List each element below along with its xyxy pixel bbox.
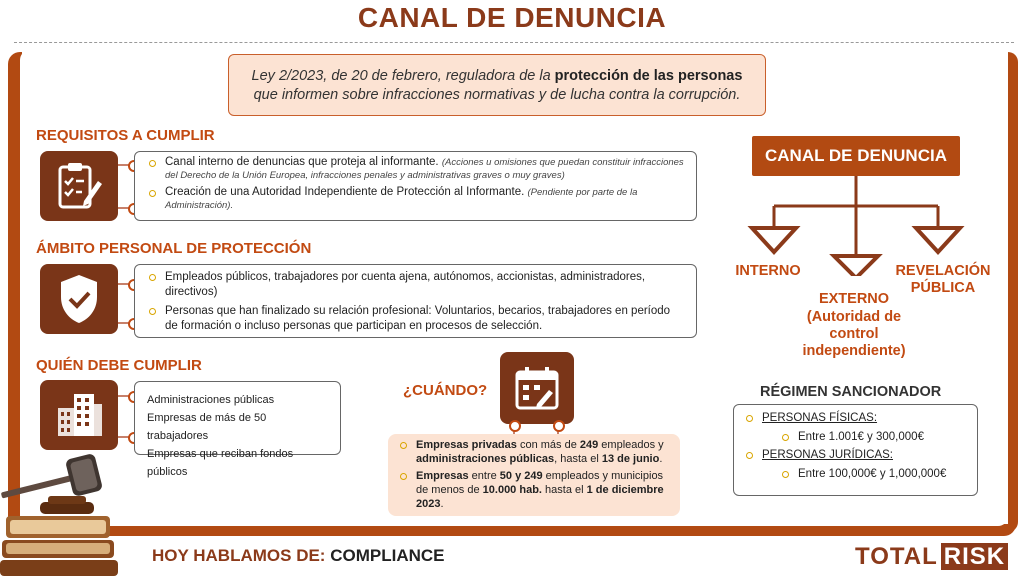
regimen-title: RÉGIMEN SANCIONADOR	[760, 384, 942, 400]
shield-icon	[40, 264, 118, 334]
canal-interno: INTERNO	[735, 263, 801, 279]
quien-box	[134, 381, 341, 478]
canal-externo-sub: (Autoridad de control independiente)	[802, 309, 906, 359]
footer-caption	[152, 546, 445, 566]
regimen-juridicas: PERSONAS JURÍDICAS:	[742, 448, 969, 464]
law-banner	[228, 54, 766, 116]
frame-right-bar	[1008, 52, 1018, 532]
requisito-text: Canal interno de denuncias que proteja al informante.	[165, 156, 439, 168]
gavel-books-icon	[0, 452, 125, 576]
regimen-box	[733, 404, 978, 496]
regimen-juridicas-range: Entre 100,000€ y 1,000,000€	[778, 467, 969, 483]
totalrisk-logo	[855, 543, 1008, 571]
connector-dot	[553, 420, 565, 432]
quien-title: QUIÉN DEBE CUMPLIR	[36, 357, 202, 374]
logo-total: TOTAL	[855, 543, 938, 570]
requisito-note: (Acciones u omisiones que puedan constituir infracciones del Derecho de la Unión Europea, infracciones penales y administrativas graves o muy graves)	[165, 157, 684, 181]
list-item: Empresas entre 50 y 249 empleados y municipios de menos de 10.000 hab. hasta el 1 de diciembre 2023.	[396, 469, 670, 511]
requisito-note: (Pendiente por parte de la Administración).	[165, 187, 638, 211]
canal-box: CANAL DE DENUNCIA	[752, 136, 960, 176]
law-bold: protección de las personas	[554, 68, 743, 84]
calendar-icon	[500, 352, 574, 424]
list-item: Empresas privadas con más de 249 empleados y administraciones públicas, hasta el 13 de junio.	[396, 438, 670, 466]
list-item	[145, 186, 686, 212]
connector-dot	[509, 420, 521, 432]
frame-dashed-top	[14, 42, 1014, 43]
list-item: Empresas de más de 50 trabajadores	[147, 412, 267, 442]
requisitos-title: REQUISITOS A CUMPLIR	[36, 127, 215, 144]
cuando-title: ¿CUÁNDO?	[403, 382, 488, 399]
tree-connectors	[730, 176, 1010, 276]
cuando-box	[388, 434, 680, 516]
list-item: Personas que han finalizado su relación profesional: Voluntarios, becarios, trabajadores en período de formación o incluso personas que participan en procesos de selección.	[145, 304, 686, 334]
law-suffix: que informen sobre infracciones normativas y de lucha contra la corrupción.	[253, 87, 741, 103]
page-title: CANAL DE DENUNCIA	[357, 2, 667, 33]
regimen-fisicas: PERSONAS FÍSICAS:	[742, 411, 969, 427]
list-item: Empresas que reciban fondos públicos	[147, 448, 294, 478]
canal-revelacion: REVELACIÓN PÚBLICA	[895, 263, 991, 296]
canal-externo: EXTERNO	[818, 291, 890, 307]
law-prefix: Ley 2/2023, de 20 de febrero, reguladora de la	[251, 68, 555, 84]
building-icon	[40, 380, 118, 450]
ambito-box	[134, 264, 697, 338]
footer-label: HOY HABLAMOS DE:	[152, 546, 326, 565]
footer-topic: COMPLIANCE	[330, 546, 445, 565]
list-item: Empleados públicos, trabajadores por cuenta ajena, autónomos, accionistas, administradores, directivos)	[145, 270, 686, 300]
requisitos-box	[134, 151, 697, 221]
list-item	[145, 156, 686, 182]
list-item: Administraciones públicas	[147, 394, 275, 406]
logo-risk: RISK	[941, 543, 1008, 570]
ambito-title: ÁMBITO PERSONAL DE PROTECCIÓN	[36, 240, 312, 257]
regimen-fisicas-range: Entre 1.001€ y 300,000€	[778, 430, 969, 446]
requisito-text: Creación de una Autoridad Independiente de Protección al Informante.	[165, 186, 525, 198]
clipboard-icon	[40, 151, 118, 221]
